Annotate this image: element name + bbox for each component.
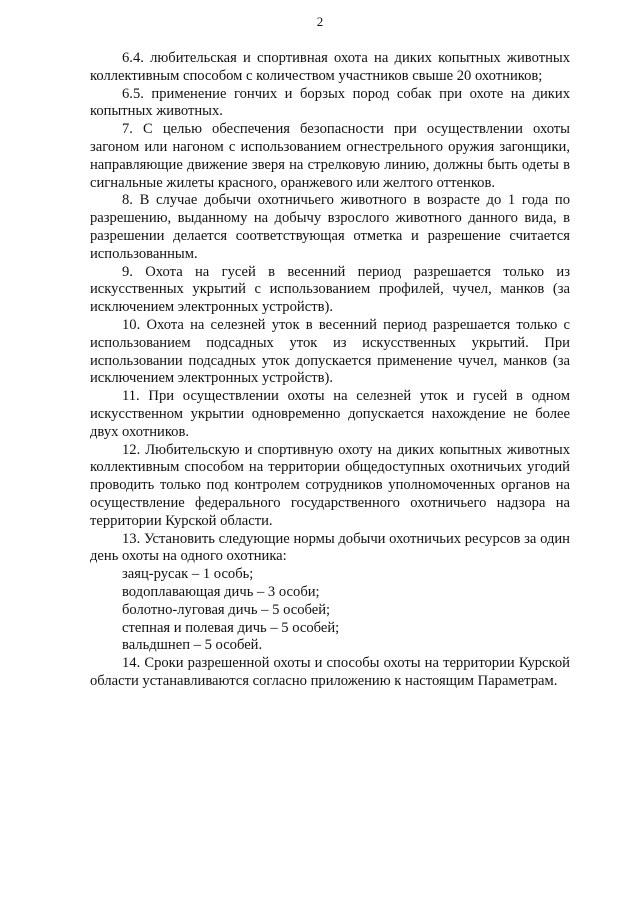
paragraph-6-4: 6.4. любительская и спортивная охота на диких копытных животных коллективным способом с количеством участников свыше 20 охотников; — [90, 50, 570, 84]
norm-woodcock: вальдшнеп – 5 особей. — [122, 637, 263, 654]
norm-marsh-game: болотно-луговая дичь – 5 особей; — [122, 601, 331, 618]
paragraph-12: 12. Любительскую и спортивную охоту на диких копытных животных коллективным способом на территории общедоступных охотничьих угодий проводить только под контролем сотрудников уполномоченных органов на осуществление федерального государственного охотничьего надзора на территории Курской области. — [90, 441, 570, 529]
document-body — [90, 50, 570, 691]
paragraph-7: 7. С целью обеспечения безопасности при осуществлении охоты загоном или нагоном с использованием огнестрельного оружия загонщики, направляющие движение зверя на стрелковую линию, должны быть одеты в сигнальные жилеты красного, оранжевого или желтого оттенков. — [90, 121, 570, 191]
paragraph-8: 8. В случае добычи охотничьего животного в возрасте до 1 года по разрешению, выданному на добычу взрослого животного данного вида, в разрешении делается соответствующая отметка и разрешение считается использованным. — [90, 192, 570, 262]
page-number: 2 — [316, 14, 324, 29]
norm-waterfowl: водоплавающая дичь – 3 особи; — [122, 583, 320, 600]
harvest-norms-list — [90, 566, 570, 655]
paragraph-11: 11. При осуществлении охоты на селезней уток и гусей в одном искусственном укрытии одновременно допускается нахождение не более двух охотников. — [90, 388, 570, 440]
paragraph-14: 14. Сроки разрешенной охоты и способы охоты на территории Курской области устанавливаются согласно приложению к настоящим Параметрам. — [90, 655, 570, 689]
paragraph-10: 10. Охота на селезней уток в весенний период разрешается только с использованием подсадных уток из искусственных укрытий. При использовании подсадных уток допускается применение чучел, манков (за исключением электронных устройств). — [90, 316, 570, 387]
paragraph-6-5: 6.5. применение гончих и борзых пород собак при охоте на диких копытных животных. — [90, 85, 570, 120]
norm-hare: заяц-русак – 1 особь; — [122, 566, 254, 583]
norm-steppe-game: степная и полевая дичь – 5 особей; — [122, 619, 340, 636]
paragraph-9: 9. Охота на гусей в весенний период разрешается только из искусственных укрытий с использованием профилей, чучел, манков (за исключением электронных устройств). — [90, 263, 570, 316]
paragraph-13: 13. Установить следующие нормы добычи охотничьих ресурсов за один день охоты на одного охотника: — [90, 530, 570, 565]
